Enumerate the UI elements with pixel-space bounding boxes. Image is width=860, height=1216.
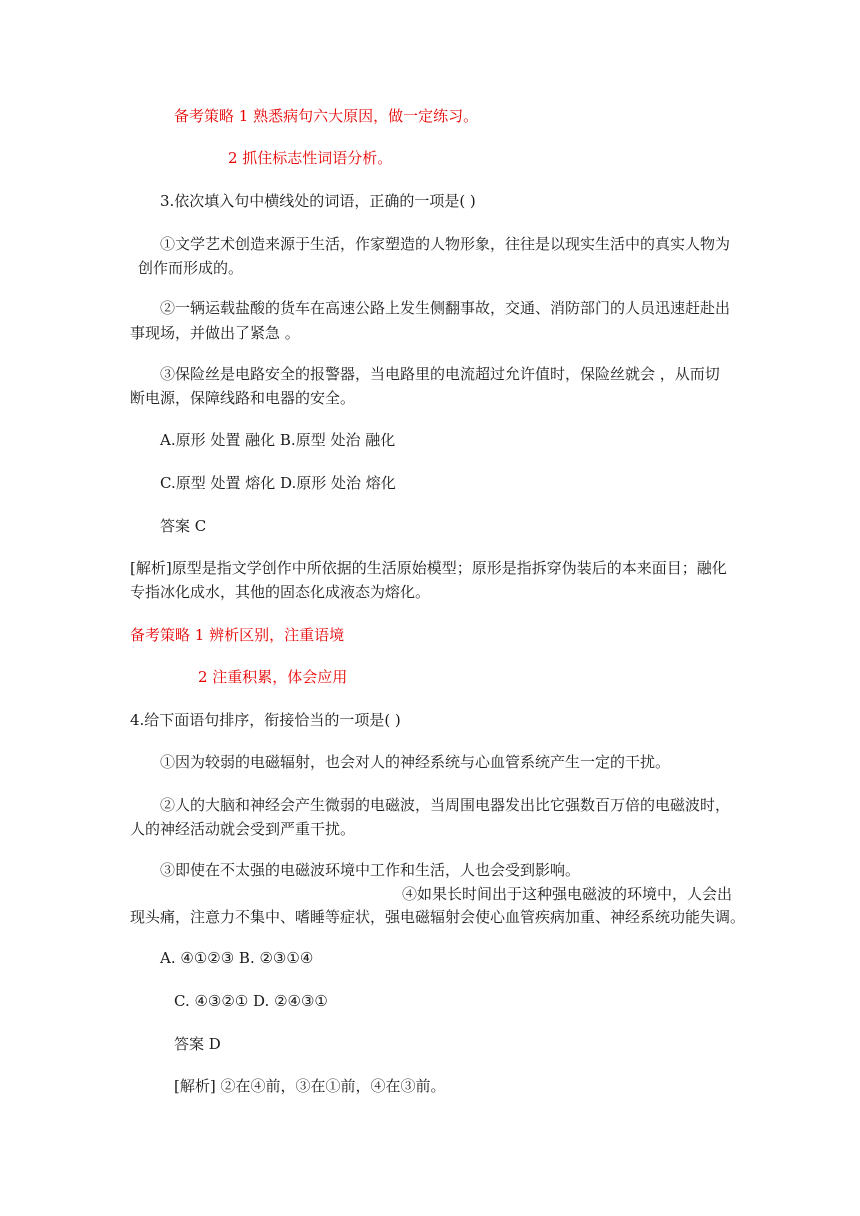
question-3-item-1-cont: 创作而形成的。 [138,259,244,277]
question-4-item-1: ①因为较弱的电磁辐射，也会对人的神经系统与心血管系统产生一定的干扰。 [160,753,671,771]
question-4-analysis: [解析] ②在④前，③在①前，④在③前。 [174,1077,446,1095]
question-4-answer: 答案 D [174,1035,221,1053]
question-3-item-2-cont: 事现场，并做出了紧急 。 [130,324,300,342]
question-3-item-1: ①文学艺术创造来源于生活，作家塑造的人物形象，往往是以现实生活中的真实人物为 [160,235,731,253]
question-4-item-2: ②人的大脑和神经会产生微弱的电磁波，当周围电器发出比它强数百万倍的电磁波时， [160,796,731,814]
question-4-options-ab: A. ④①②③ B. ②③①④ [160,949,314,967]
question-4-item-2-cont: 人的神经活动就会受到严重干扰。 [130,820,356,838]
strategy-2-line-1: 备考策略 1 辨析区别，注重语境 [130,626,345,644]
question-3-options-cd: C.原型 处置 熔化 D.原形 处治 熔化 [160,474,396,492]
strategy-1-line-2: 2 抓住标志性词语分析。 [228,149,393,167]
question-3-item-2: ②一辆运载盐酸的货车在高速公路上发生侧翻事故，交通、消防部门的人员迅速赶赴出 [160,299,731,317]
question-4-stem: 4.给下面语句排序，衔接恰当的一项是( ) [130,711,401,729]
strategy-2-line-2: 2 注重积累，体会应用 [198,668,348,686]
question-4-item-3: ③即使在不太强的电磁波环境中工作和生活，人也会受到影响。 [160,861,581,879]
question-4-item-4-cont: 现头痛，注意力不集中、嗜睡等症状，强电磁辐射会使心血管疾病加重、神经系统功能失调。 [130,908,746,926]
question-3-item-3: ③保险丝是电路安全的报警器，当电路里的电流超过允许值时，保险丝就会 ，从而切 [160,365,720,383]
strategy-1-line-1: 备考策略 1 熟悉病句六大原因，做一定练习。 [174,107,479,125]
question-4-item-4: ④如果长时间出于这种强电磁波的环境中，人会出 [402,885,733,903]
question-3-stem: 3.依次填入句中横线处的词语，正确的一项是( ) [160,192,476,210]
question-3-options-ab: A.原形 处置 融化 B.原型 处治 融化 [160,431,396,449]
question-3-item-3-cont: 断电源，保障线路和电器的安全。 [130,389,356,407]
question-3-analysis: [解析]原型是指文学创作中所依据的生活原始模型；原形是指拆穿伪装后的本来面目；融化 [130,559,727,577]
question-3-answer: 答案 C [160,517,207,535]
question-3-analysis-cont: 专指冰化成水，其他的固态化成液态为熔化。 [130,583,431,601]
question-4-options-cd: C. ④③②① D. ②④③① [174,992,328,1010]
